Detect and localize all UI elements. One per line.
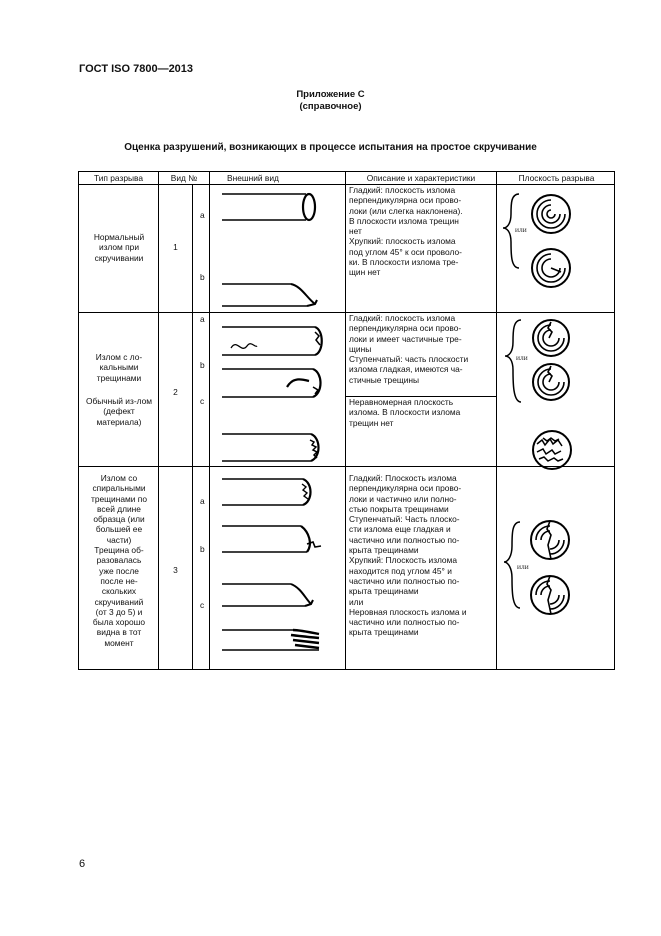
- fracture-plane-spiral-b: [531, 576, 569, 614]
- row1-sub-a: a: [200, 210, 205, 220]
- wire-spiral-crack-c: [222, 584, 313, 606]
- row1-description: Гладкий: плоскость излома перпендикулярна оси прово- локи (или слегка наклонена). В плоскости излома трещин нет Хрупкий: плоскость излома под углом 45° к оси проволо- ки. В плоскости излома тре- щин нет: [349, 185, 463, 278]
- row2-sub-a: a: [200, 314, 205, 324]
- col-header-appearance: Внешний вид: [227, 173, 279, 183]
- row2-sub-b: b: [200, 360, 205, 370]
- col-header-type: Тип разрыва: [93, 173, 144, 183]
- fracture-table: [78, 171, 615, 670]
- annex-title: Приложение C: [296, 89, 365, 100]
- fracture-plane-spiral-a: [531, 521, 569, 559]
- row2-type-local-cracks: Излом с ло-кальными трещинами: [95, 352, 143, 383]
- col-header-number: Вид №: [170, 173, 198, 183]
- annex-subtitle: (справочное): [299, 101, 362, 112]
- fracture-plane-brittle: [532, 249, 570, 287]
- page-number: 6: [79, 858, 86, 870]
- brace-label-row1: ИЛИ: [515, 228, 527, 234]
- wire-spiral-crack-b: [222, 526, 321, 552]
- standard-header: ГОСТ ISO 7800—2013: [79, 63, 194, 75]
- wire-local-crack-a: [222, 327, 322, 355]
- row3-description: Гладкий: Плоскость излома перпендикулярна оси прово- локи и частично или полно- стью покрыта трещинами Ступенчатый: Часть плоско- сти излома еще гладкая и частично или полностью по- крыта трещинами Хрупкий: Плоскость излома находится под углом 45° и частично или полностью по- крыта трещинами или Неровная плоскость излома и частично или полностью по- крыта трещинами: [349, 473, 467, 638]
- row1-number: 1: [173, 242, 178, 252]
- fracture-plane-stepped: [533, 364, 569, 400]
- row3-sub-a: a: [200, 496, 205, 506]
- wire-multi-crack: [222, 630, 319, 650]
- wire-local-crack-b: [222, 369, 321, 397]
- wire-uneven-fracture: [222, 434, 319, 461]
- wire-brittle-fracture: [222, 284, 317, 306]
- row2-sub-c: c: [200, 396, 205, 406]
- row2-type-ordinary: Обычный из-лом (дефект материала): [85, 396, 153, 427]
- row3-sub-b: b: [200, 544, 205, 554]
- wire-smooth-fracture: [222, 194, 315, 220]
- fracture-plane-local-crack: [533, 320, 569, 356]
- row1-sub-b: b: [200, 272, 205, 282]
- row2-description: Гладкий: плоскость излома перпендикулярна оси прово- локи и имеет частичные тре- щины Ступенчатый: часть плоскости излома гладкая, имеются ча- стичные трещины: [349, 313, 469, 385]
- fracture-plane-smooth: [532, 195, 570, 233]
- col-header-plane: Плоскость разрыва: [518, 173, 595, 183]
- brace-label-row2: ИЛИ: [516, 356, 528, 362]
- document-title: Оценка разрушений, возникающих в процессе испытания на простое скручивание: [124, 142, 537, 153]
- row3-number: 3: [173, 565, 178, 575]
- row3-sub-c: c: [200, 600, 205, 610]
- col-header-description: Описание и характеристики: [366, 173, 476, 183]
- row2-number: 2: [173, 387, 178, 397]
- annex-heading: [0, 89, 661, 113]
- row3-type: Излом со спиральными трещинами по всей длине образца (или большей ее части) Трещина об- разовалась уже после после не- скольких скручиваний (от 3 до 5) и была хорошо видна в тот момент: [91, 473, 147, 648]
- fracture-illustrations: [79, 172, 616, 671]
- row1-type: Нормальный излом при скручивании: [93, 232, 145, 263]
- wire-spiral-crack-a: [222, 479, 311, 505]
- brace-label-row3: ИЛИ: [517, 565, 529, 571]
- row2-description-uneven: Неравномерная плоскость излома. В плоскости излома трещин нет: [349, 397, 461, 428]
- fracture-plane-uneven: [533, 431, 571, 469]
